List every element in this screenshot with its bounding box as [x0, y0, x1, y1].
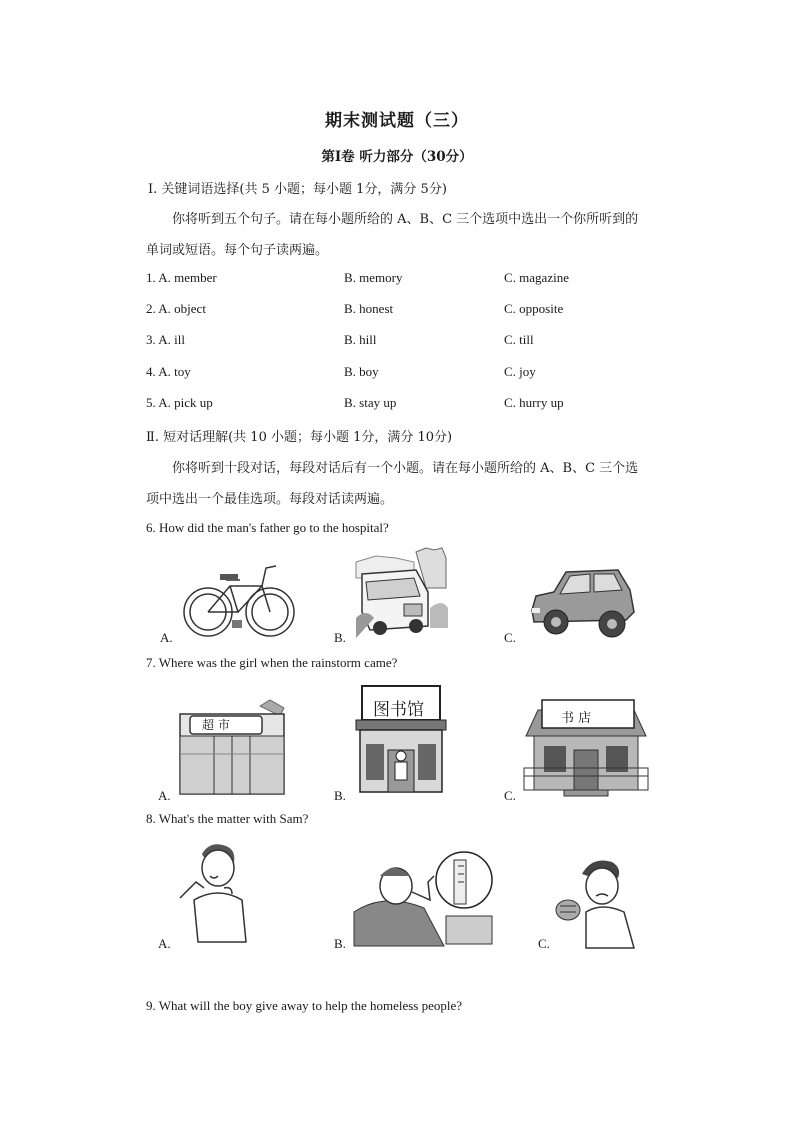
q7-label-b: B.	[334, 788, 346, 803]
library-sign: 图书馆	[373, 700, 424, 720]
bicycle-picture	[180, 560, 300, 640]
q4-option-a: 4. A. toy	[146, 364, 191, 379]
supermarket-sign: 超 市	[202, 718, 230, 732]
q6-label-b: B.	[334, 630, 346, 645]
q3-option-b: B. hill	[344, 332, 377, 347]
question-8: 8. What's the matter with Sam?	[146, 811, 309, 826]
section1-instruction-line2: 单词或短语。每个句子读两遍。	[146, 243, 329, 258]
q5-option-a: 5. A. pick up	[146, 395, 213, 410]
q5-option-b: B. stay up	[344, 395, 397, 410]
section1-heading: Ⅰ. 关键词语选择(共 5 小题；每小题 1分，满分 5分)	[148, 182, 447, 197]
car-picture	[526, 566, 638, 640]
page-title: 期末测试题（三）	[325, 111, 469, 131]
fever-man-picture	[354, 852, 494, 946]
question-9: 9. What will the boy give away to help the homeless people?	[146, 998, 463, 1013]
q5-option-c: C. hurry up	[504, 395, 564, 410]
q6-label-c: C.	[504, 630, 516, 645]
section2-heading: Ⅱ. 短对话理解(共 10 小题；每小题 1分，满分 10分)	[146, 430, 453, 445]
section2-instruction-line2: 项中选出一个最佳选项。每段对话读两遍。	[146, 492, 394, 507]
q2-option-c: C. opposite	[504, 301, 564, 316]
q4-option-c: C. joy	[504, 364, 536, 379]
supermarket-picture	[180, 700, 288, 796]
bookstore-sign: 书 店	[561, 711, 592, 726]
q7-label-c: C.	[504, 788, 516, 803]
q2-option-a: 2. A. object	[146, 301, 206, 316]
bus-picture	[356, 548, 448, 640]
q8-label-b: B.	[334, 936, 346, 951]
q7-label-a: A.	[158, 788, 171, 803]
q4-option-b: B. boy	[344, 364, 379, 379]
section2-instruction-line1: 你将听到十段对话，每段对话后有一个小题。请在每小题所给的 A、B、C 三个选	[172, 461, 639, 476]
section1-instruction-line1: 你将听到五个句子。请在每小题所给的 A、B、C 三个选项中选出一个你所听到的	[172, 212, 639, 227]
section-title: 第Ⅰ卷 听力部分（30分）	[321, 149, 473, 165]
q8-label-c: C.	[538, 936, 550, 951]
q1-option-b: B. memory	[344, 270, 403, 285]
q8-label-a: A.	[158, 936, 171, 951]
question-7: 7. Where was the girl when the rainstorm came?	[146, 655, 398, 670]
q3-option-a: 3. A. ill	[146, 332, 186, 347]
sore-throat-boy-picture	[176, 842, 260, 946]
q2-option-b: B. honest	[344, 301, 394, 316]
hurt-hand-boy-picture	[552, 856, 648, 948]
question-6: 6. How did the man's father go to the hospital?	[146, 520, 389, 535]
q1-option-a: 1. A. member	[146, 270, 217, 285]
q3-option-c: C. till	[504, 332, 534, 347]
q6-label-a: A.	[160, 630, 173, 645]
q1-option-c: C. magazine	[504, 270, 569, 285]
